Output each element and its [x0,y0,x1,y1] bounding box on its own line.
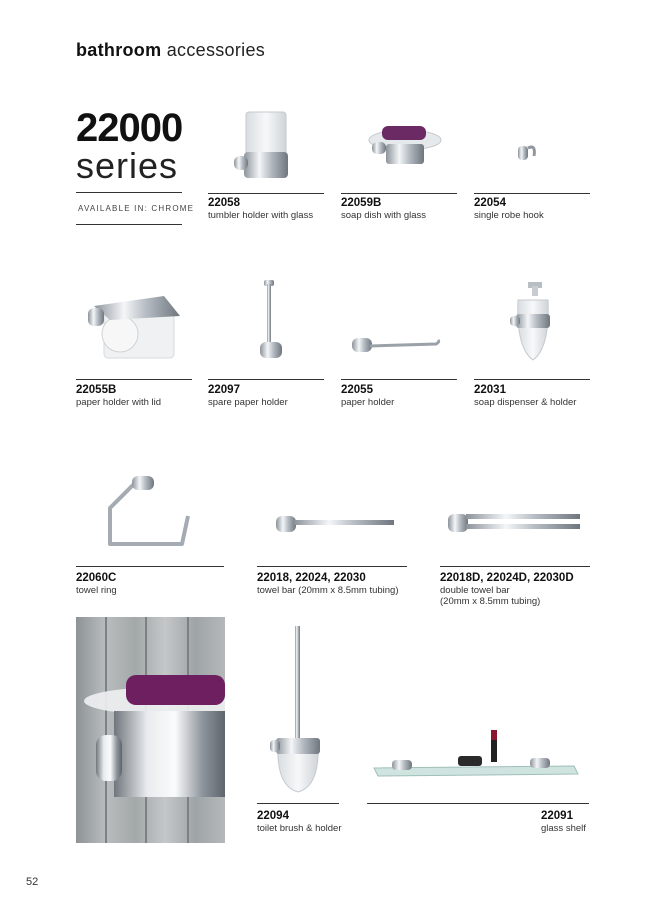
series-rule-top [76,192,182,193]
product-desc: soap dish with glass [341,210,427,221]
product-desc: towel bar (20mm x 8.5mm tubing) [257,585,399,596]
product-desc: soap dispenser & holder [474,397,577,408]
product-code: 22058 [208,197,240,209]
product-code: 22060C [76,572,117,584]
rule-22059b [341,193,457,194]
page-number: 52 [26,876,39,888]
rule-22091 [367,803,589,804]
product-desc: paper holder [341,397,395,408]
product-code: 22094 [257,810,289,822]
product-code: 22055B [76,384,117,396]
product-code: 22054 [474,197,506,209]
rule-double-towel-bar [440,566,590,567]
rule-22055b [76,379,192,380]
header-bold: bathroom [76,40,162,60]
product-code: 22031 [474,384,506,396]
paper-holder-image [350,332,442,360]
product-code: 22055 [341,384,373,396]
rule-22060c [76,566,224,567]
rule-22054 [474,193,590,194]
rule-22031 [474,379,590,380]
series-word: series [76,145,179,186]
rule-22094 [257,803,339,804]
tumbler-holder-image [218,108,308,188]
towel-bar-image [272,508,398,542]
product-desc: toilet brush & holder [257,823,342,834]
product-code: 22018, 22024, 22030 [257,572,366,584]
lifestyle-photo [76,617,225,843]
product-code: 22018D, 22024D, 22030D [440,572,574,584]
product-desc: single robe hook [474,210,544,221]
rule-towel-bar [257,566,407,567]
series-number: 22000 [76,106,183,150]
product-desc: glass shelf [541,823,586,834]
soap-dispenser-image [508,278,558,368]
series-rule-bottom [76,224,182,225]
product-code: 22059B [341,197,382,209]
glass-shelf-image [370,722,582,782]
product-desc: double towel bar [440,585,510,596]
rule-22055 [341,379,457,380]
product-desc: tumbler holder with glass [208,210,314,221]
robe-hook-image [510,138,540,168]
product-desc: paper holder with lid [76,397,162,408]
product-desc: spare paper holder [208,397,288,408]
product-code: 22097 [208,384,240,396]
spare-paper-holder-image [250,276,290,368]
header-light: accessories [166,40,266,60]
availability-note: AVAILABLE IN: CHROME [78,204,195,213]
paper-holder-lid-image [84,290,184,370]
product-desc-2: (20mm x 8.5mm tubing) [440,596,541,607]
product-code: 22091 [541,810,573,822]
soap-dish-image [360,118,450,188]
toilet-brush-image [270,626,326,796]
towel-ring-image [96,468,196,554]
rule-22058 [208,193,324,194]
product-desc: towel ring [76,585,117,596]
double-towel-bar-image [444,504,584,544]
section-header [76,40,265,61]
rule-22097 [208,379,324,380]
